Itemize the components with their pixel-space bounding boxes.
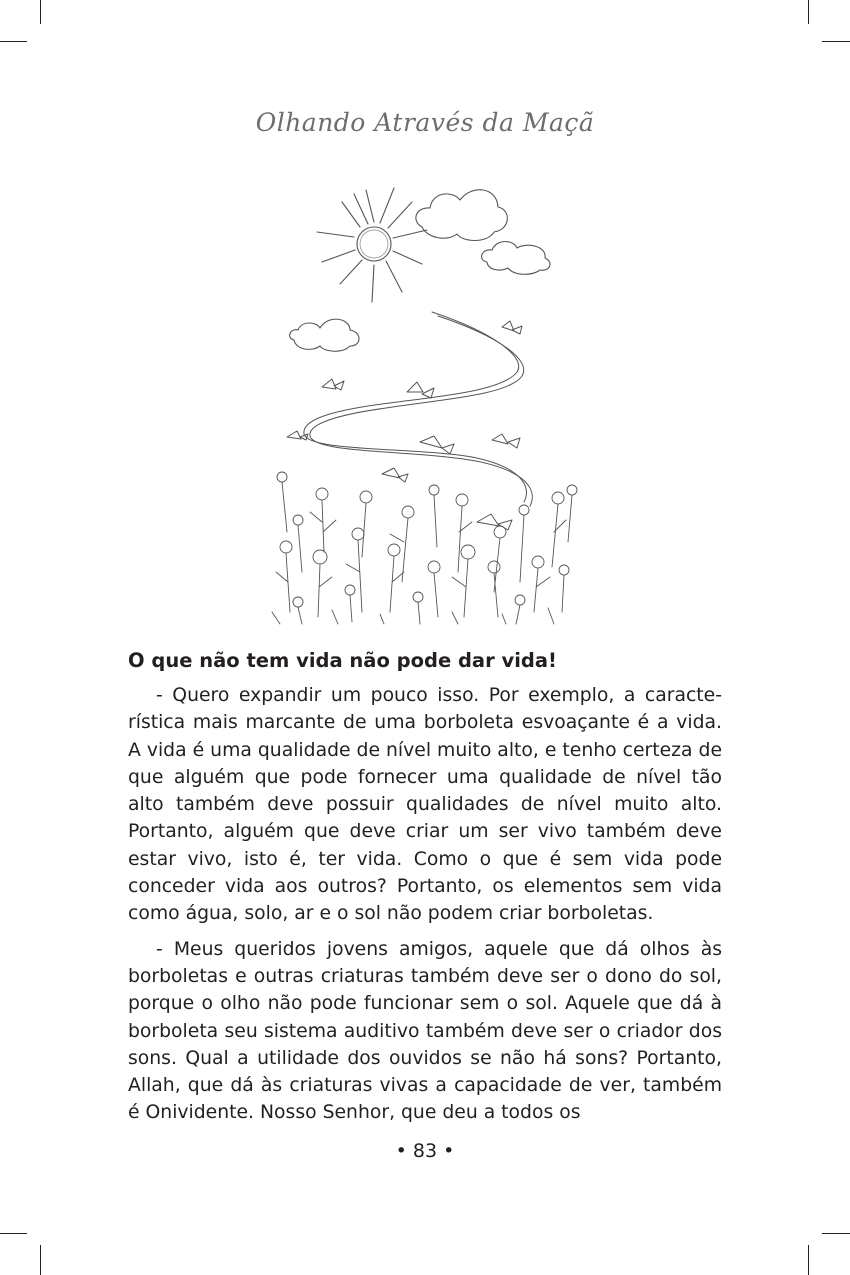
section-heading: O que não tem vida não pode dar vida! <box>128 649 557 672</box>
running-header: Olhando Através da Maçã <box>255 108 595 137</box>
crop-mark-top-left-v <box>40 0 41 24</box>
page-number: • 83 • <box>395 1140 455 1162</box>
body-text <box>128 682 722 1135</box>
flight-path <box>304 312 532 506</box>
flower-icon <box>494 526 506 592</box>
flower-icon <box>567 485 577 542</box>
flower-icon <box>429 485 439 547</box>
cloud-icon <box>290 319 359 351</box>
flower-icon <box>413 592 423 624</box>
flower-icon <box>532 556 550 612</box>
flower-field <box>272 472 577 624</box>
paragraph: - Quero expandir um pouco isso. Por exemplo, a característica mais marcante de uma borboleta esvoaçante é a vida. A vida é uma qualidade de nível muito alto, e tenho certeza de que alguém que pode fornecer uma qualidade de nível tão alto também deve possuir qualidades de nível muito alto. Portanto, alguém que deve criar um ser vivo também deve estar vivo, isto é, ter vida. Como o que é sem vida pode conceder vida aos outros? Portanto, os elementos sem vida como água, solo, ar e o sol não podem criar borboletas. <box>128 685 722 925</box>
cloud-icon <box>416 190 507 241</box>
flower-icon <box>559 565 569 612</box>
crop-mark-top-right-v <box>808 0 809 24</box>
flower-icon <box>456 494 472 572</box>
flower-icon <box>515 595 525 624</box>
sketch-illustration <box>262 172 592 627</box>
sun-icon <box>317 188 427 302</box>
flower-icon <box>360 491 372 557</box>
flower-icon <box>277 472 287 532</box>
crop-mark-bottom-right-h <box>822 1233 850 1234</box>
flower-icon <box>388 544 404 612</box>
flower-icon <box>293 597 303 624</box>
flower-icon <box>313 550 332 617</box>
flower-icon <box>345 585 355 622</box>
flower-icon <box>552 492 566 567</box>
crop-mark-top-right-h <box>822 41 850 42</box>
flower-icon <box>452 545 475 617</box>
crop-mark-top-left-h <box>0 41 27 42</box>
cloud-icon <box>482 242 550 275</box>
crop-mark-bottom-left-v <box>40 1245 41 1275</box>
butterfly-icon <box>287 321 522 530</box>
flower-icon <box>519 505 529 582</box>
grass <box>272 608 554 624</box>
flower-icon <box>276 541 292 612</box>
crop-mark-bottom-left-h <box>0 1233 27 1234</box>
flower-icon <box>428 561 440 617</box>
flower-icon <box>346 528 364 612</box>
paragraph: - Meus queridos jovens amigos, aquele que dá olhos às borboletas e outras criaturas também deve ser o dono do sol, porque o olho não pode funcionar sem o sol. Aquele que dá à borboleta seu sistema auditivo também deve ser o criador dos sons. Qual a utilidade dos ouvidos se não há sons? Portanto, Allah, que dá às criaturas vivas a capacidade de ver, também é Onividente. Nosso Senhor, que deu a todos os <box>128 938 722 1124</box>
flower-icon <box>293 515 303 572</box>
flower-icon <box>310 488 336 552</box>
crop-mark-bottom-right-v <box>808 1245 809 1275</box>
